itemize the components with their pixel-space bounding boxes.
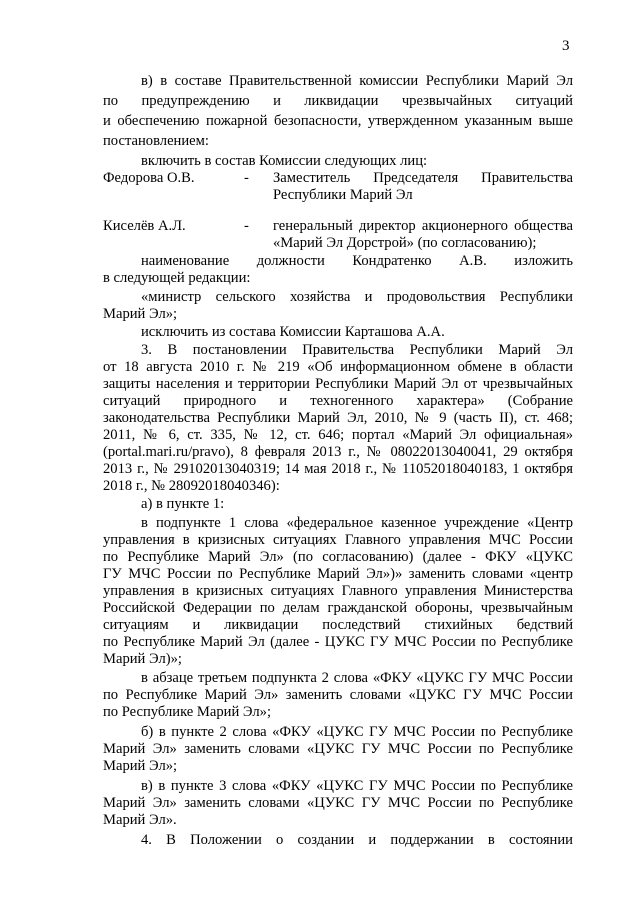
member-name: Федорова О.В. — [103, 170, 195, 186]
paragraph-line: Российской Федерации по делам гражданской обороны, чрезвычайным — [103, 600, 573, 616]
paragraph-line: Марий Эл» заменить словами «ЦУКС ГУ МЧС России по Республике — [103, 741, 573, 757]
paragraph-line: Марий Эл»; — [103, 306, 178, 322]
paragraph-line: от 18 августа 2010 г. № 219 «Об информационном обмене в области — [103, 359, 573, 375]
paragraph-line: по предупреждению и ликвидации чрезвычайных ситуаций — [103, 93, 573, 109]
member-position: генеральный директор акционерного общества — [273, 218, 573, 234]
member-name: Киселёв А.Л. — [103, 218, 186, 234]
paragraph-line: включить в состав Комиссии следующих лиц: — [141, 153, 428, 169]
paragraph-line: «министр сельского хозяйства и продовольствия Республики — [141, 289, 573, 305]
member-dash: - — [244, 218, 249, 234]
paragraph-line: Марий Эл» заменить словами «ЦУКС ГУ МЧС России по Республике — [103, 795, 573, 811]
paragraph-line: по Республике Марий Эл (далее - ЦУКС ГУ МЧС России по Республике — [103, 634, 573, 650]
paragraph-line: 3. В постановлении Правительства Республики Марий Эл — [141, 342, 573, 358]
paragraph-line: ГУ МЧС России по Республике Марий Эл»)» заменить словами «центр — [103, 566, 573, 582]
member-dash: - — [244, 170, 249, 186]
paragraph-line: ситуаций природного и техногенного характера» (Собрание — [103, 393, 573, 409]
paragraph-line: (portal.mari.ru/pravo), 8 февраля 2013 г., № 08022013040041, 29 октября — [103, 444, 573, 460]
member-position: Заместитель Председателя Правительства — [273, 170, 573, 186]
paragraph-line: в подпункте 1 слова «федеральное казенное учреждение «Центр — [141, 515, 573, 531]
paragraph-line: 4. В Положении о создании и поддержании в состоянии — [141, 832, 573, 848]
paragraph-line: Марий Эл»; — [103, 758, 178, 774]
paragraph-line: 2013 г., № 29102013040319; 14 мая 2018 г., № 11052018040183, 1 октября — [103, 461, 573, 477]
paragraph-line: и обеспечению пожарной безопасности, утвержденном указанным выше — [103, 113, 573, 129]
member-position: «Марий Эл Дорстрой» (по согласованию); — [273, 235, 537, 251]
paragraph-line: в) в составе Правительственной комиссии Республики Марий Эл — [141, 73, 573, 89]
paragraph-line: по Республике Марий Эл» заменить словами «ЦУКС ГУ МЧС России — [103, 687, 573, 703]
paragraph-line: в) в пункте 3 слова «ФКУ «ЦУКС ГУ МЧС России по Республике — [141, 778, 573, 794]
paragraph-line: постановлением: — [103, 133, 209, 149]
paragraph-line: Марий Эл». — [103, 812, 177, 828]
paragraph-line: в абзаце третьем подпункта 2 слова «ФКУ «ЦУКС ГУ МЧС России — [141, 670, 573, 686]
page-number: 3 — [562, 38, 570, 54]
member-position: Республики Марий Эл — [273, 187, 413, 203]
paragraph-line: а) в пункте 1: — [141, 496, 225, 512]
paragraph-line: по Республике Марий Эл» (по согласованию) (далее - ФКУ «ЦУКС — [103, 549, 573, 565]
paragraph-line: ситуациям и ликвидации последствий стихийных бедствий — [103, 617, 573, 633]
paragraph-line: управления в кризисных ситуациях Главного управления Министерства — [103, 583, 573, 599]
paragraph-line: по Республике Марий Эл»; — [103, 704, 272, 720]
paragraph-line: законодательства Республики Марий Эл, 2010, № 9 (часть II), ст. 468; — [103, 410, 573, 426]
paragraph-line: исключить из состава Комиссии Карташова А.А. — [141, 324, 445, 340]
paragraph-line: в следующей редакции: — [103, 270, 251, 286]
paragraph-line: б) в пункте 2 слова «ФКУ «ЦУКС ГУ МЧС России по Республике — [141, 724, 573, 740]
paragraph-line: 2018 г., № 28092018040346): — [103, 478, 280, 494]
paragraph-line: защиты населения и территории Республики Марий Эл от чрезвычайных — [103, 376, 573, 392]
paragraph-line: Марий Эл)»; — [103, 651, 182, 667]
paragraph-line: 2011, № 6, ст. 335, № 12, ст. 646; портал «Марий Эл официальная» — [103, 427, 573, 443]
paragraph-line: управления в кризисных ситуациях Главного управления МЧС России — [103, 532, 573, 548]
paragraph-line: наименование должности Кондратенко А.В. изложить — [141, 253, 573, 269]
